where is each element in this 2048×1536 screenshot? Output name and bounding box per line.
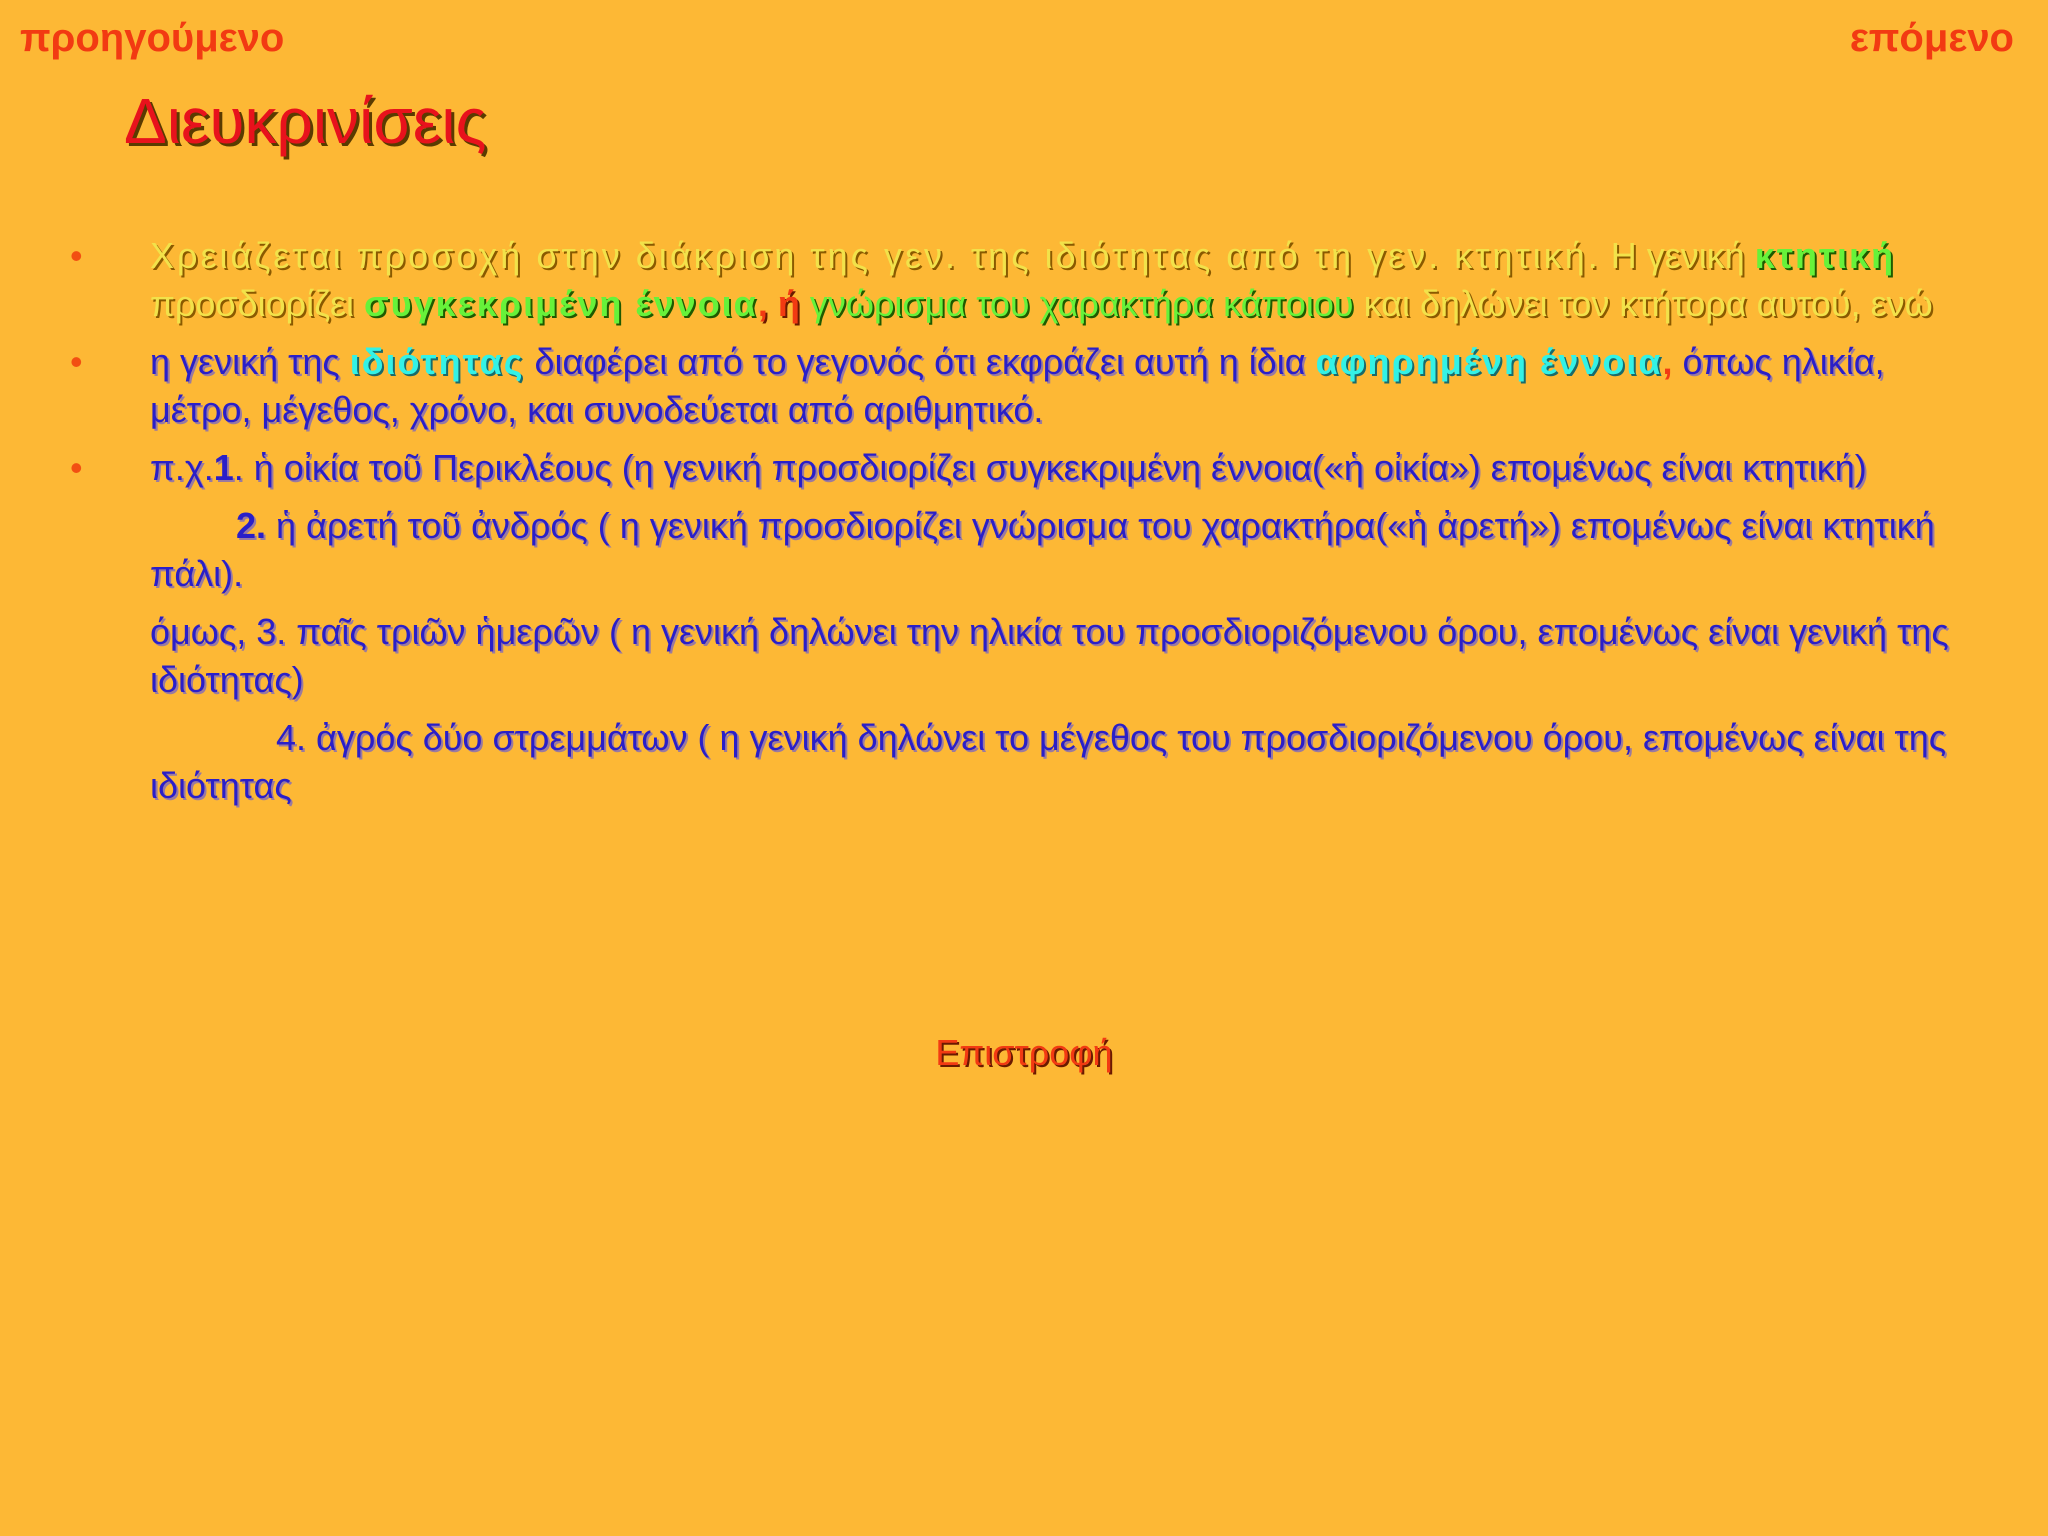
text-run: και δηλώνει τον κτήτορα αυτού, ενώ (1353, 283, 1933, 324)
bullet-item-genitive-distinction (70, 232, 1990, 328)
next-link[interactable]: επόμενο (1849, 16, 2014, 60)
bullet-item-example-1 (70, 444, 1990, 492)
text-run: διαφέρει από το γεγονός ότι εκφράζει αυτή η ίδια (524, 341, 1316, 382)
text-run: . ἡ οἰκία τοῦ Περικλέους (η γενική προσδιορίζει συγκεκριμένη έννοια(«ἡ οἰκία») επομένως είναι κτητική) (233, 447, 1867, 488)
bullet-icon: • (70, 447, 83, 488)
text-run: όπως ηλικία, μέτρο, μέγεθος, χρόνο, και συνοδεύεται από αριθμητικό. (150, 341, 1885, 430)
text-run: όμως, 3. παῖς τριῶν ἡμερῶν ( η γενική δηλώνει την ηλικία του προσδιοριζόμενου όρου, επομένως είναι γενική της ιδιότητας) (150, 611, 1949, 700)
highlight-run: αφηρημένη έννοια (1315, 341, 1663, 382)
highlight-run: γνώρισμα του χαρακτήρα κάποιου (799, 283, 1354, 324)
text-run: η γενική της (150, 341, 350, 382)
text-run: 4. ἀγρός δύο στρεμμάτων ( η γενική δηλώνει το μέγεθος του προσδιοριζόμενου όρου, επομένως είναι της ιδιότητας (150, 717, 1947, 806)
text-run: Η γενική (1600, 235, 1755, 276)
example-number: 1 (213, 447, 234, 488)
content-body (70, 232, 1990, 820)
text-run: π.χ. (150, 447, 214, 488)
example-number: 2. (236, 505, 267, 546)
highlight-run: κτητική (1754, 235, 1896, 276)
highlight-run: συγκεκριμένη έννοια (364, 283, 758, 324)
previous-link[interactable]: προηγούμενο (20, 16, 285, 60)
highlight-run: , ή (757, 283, 800, 324)
bullet-icon: • (70, 341, 83, 382)
example-2 (70, 502, 1990, 598)
return-link[interactable]: Επιστροφή (935, 1032, 1113, 1073)
bullet-item-genitive-quality (70, 338, 1990, 434)
example-4 (70, 714, 1990, 810)
text-run: , (1662, 341, 1673, 382)
text-run: προσδιορίζει (150, 283, 365, 324)
text-run: Χρειάζεται προσοχή στην διάκριση της γεν. της ιδιότητας από τη γεν. κτητική. (150, 235, 1601, 276)
highlight-run: ιδιότητας (349, 341, 525, 382)
text-run: ἡ ἀρετή τοῦ ἀνδρός ( η γενική προσδιορίζει γνώρισμα του χαρακτήρα(«ἡ ἀρετή») επομένως είναι κτητική πάλι). (150, 505, 1935, 594)
slide-title: Διευκρινίσεις (124, 85, 487, 157)
example-3 (70, 608, 1990, 704)
bullet-icon: • (70, 235, 83, 276)
